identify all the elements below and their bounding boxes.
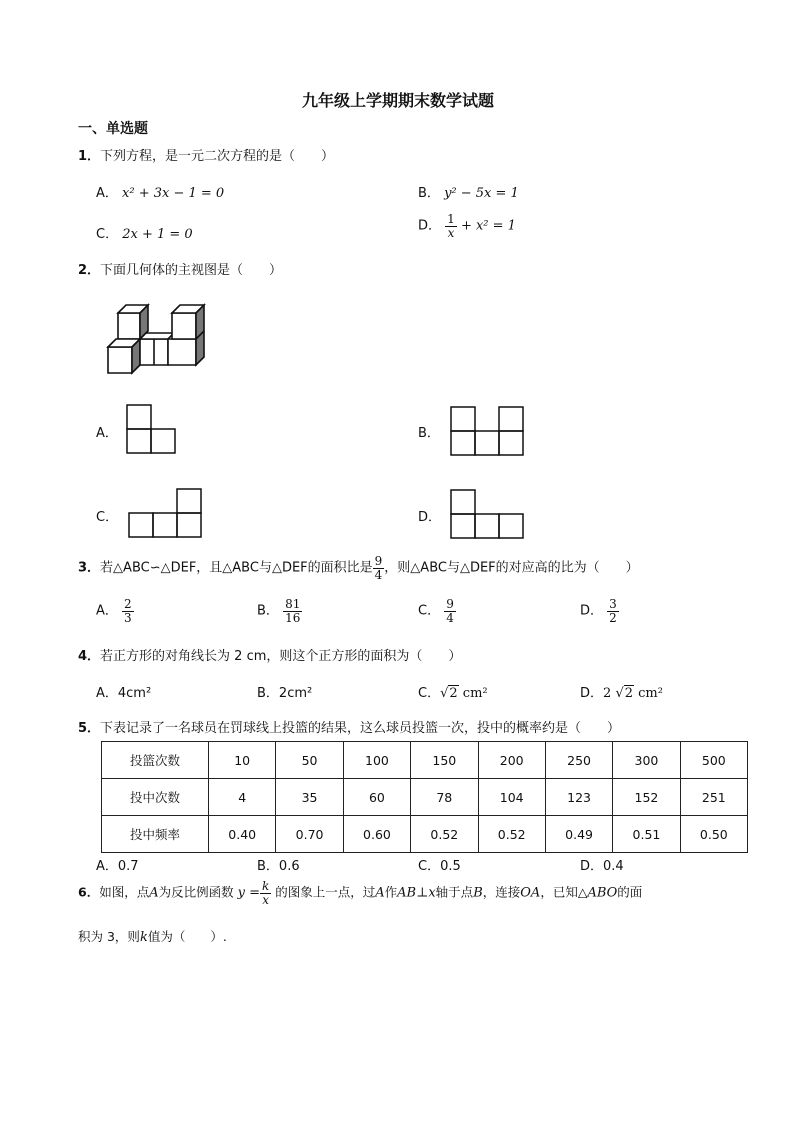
question-number: 2．	[78, 263, 101, 278]
question-6-line-2	[78, 927, 227, 945]
question-text: 作	[384, 884, 398, 900]
q4-option-a[interactable]: A．4cm²	[96, 686, 152, 701]
fraction	[260, 880, 271, 906]
option-label: D．	[580, 603, 604, 619]
question-text: 的图象上一点，过	[275, 884, 376, 900]
row-header: 投中次数	[102, 779, 209, 816]
fraction-numerator: 9	[374, 554, 383, 568]
fraction	[607, 598, 619, 624]
table-cell: 0.51	[613, 816, 680, 853]
table-cell: 150	[411, 742, 478, 779]
geometric-solid-figure	[104, 303, 208, 377]
question-number: 5．	[78, 721, 101, 736]
question-text: 积为 3，则	[78, 929, 140, 944]
table-cell: 500	[680, 742, 747, 779]
question-text: 轴于点	[435, 884, 474, 900]
q2-option-a-view[interactable]	[126, 404, 178, 454]
q2-option-c-label[interactable]: C．	[96, 510, 119, 525]
q1-option-b[interactable]	[418, 182, 519, 201]
table-cell: 152	[613, 779, 680, 816]
q2-option-b-view[interactable]	[450, 406, 526, 456]
table-cell: 251	[680, 779, 747, 816]
q5-option-b[interactable]: B．0.6	[257, 859, 300, 874]
shooting-results-table	[101, 741, 748, 853]
question-number: 3．	[78, 560, 101, 576]
question-text: ，连接	[482, 884, 521, 900]
row-header: 投中频率	[102, 816, 209, 853]
point-label: B	[473, 885, 483, 901]
question-text: 为反比例函数	[158, 884, 234, 900]
fraction-numerator: 81	[285, 597, 301, 611]
table-cell: 0.50	[680, 816, 747, 853]
fraction-numerator: 3	[609, 597, 617, 611]
fraction-numerator: 1	[447, 212, 455, 226]
q4-option-d[interactable]	[580, 682, 663, 701]
fraction-numerator: 9	[446, 597, 454, 611]
sqrt-expression: √2	[440, 686, 458, 701]
table-cell: 78	[411, 779, 478, 816]
question-5-stem	[78, 717, 620, 736]
page-title: 九年级上学期期末数学试题	[302, 91, 495, 110]
row-header: 投篮次数	[102, 742, 209, 779]
question-text: 下列方程，是一元二次方程的是（ ）	[100, 149, 335, 164]
table-cell: 0.70	[276, 816, 343, 853]
radicand: 2	[449, 686, 458, 701]
question-text: 若△ABC∽△DEF，且△ABC与△DEF的面积比是	[100, 560, 373, 576]
table-cell: 0.60	[343, 816, 410, 853]
option-equation: + x² = 1	[460, 218, 516, 234]
question-text: ，已知△	[540, 884, 588, 900]
q5-option-a[interactable]: A．0.7	[96, 859, 139, 874]
fraction-numerator: k	[261, 879, 270, 893]
table-cell: 250	[545, 742, 612, 779]
option-equation: x² + 3x − 1 = 0	[122, 186, 225, 201]
q3-option-d[interactable]	[580, 598, 619, 624]
q1-option-d[interactable]	[418, 213, 516, 239]
q3-option-c[interactable]	[418, 598, 456, 624]
question-number: 4．	[78, 649, 101, 664]
fraction	[283, 598, 302, 624]
table-cell: 60	[343, 779, 410, 816]
table-cell: 50	[276, 742, 343, 779]
option-label: C．	[96, 227, 119, 242]
table-cell: 4	[209, 779, 276, 816]
section-heading: 一、单选题	[78, 121, 148, 137]
question-text: 如图，点	[99, 884, 150, 900]
sqrt-expression: √2	[615, 686, 634, 701]
q3-option-a[interactable]	[96, 598, 134, 624]
option-label: C．	[418, 686, 441, 701]
table-cell: 10	[209, 742, 276, 779]
question-2-stem	[78, 259, 282, 278]
question-text: 下表记录了一名球员在罚球线上投篮的结果，这么球员投篮一次，投中的概率约是（ ）	[100, 721, 621, 736]
q2-option-d-label[interactable]: D．	[418, 510, 442, 525]
question-4-stem	[78, 645, 461, 664]
triangle-label: ABO	[587, 885, 618, 901]
option-label: C．	[418, 603, 441, 619]
q1-option-c[interactable]	[96, 223, 193, 242]
table-cell: 300	[613, 742, 680, 779]
table-row	[102, 779, 748, 816]
fraction-denominator: 16	[285, 610, 301, 625]
option-label: A．	[96, 186, 118, 201]
q2-option-a-label[interactable]: A．	[96, 426, 118, 441]
fraction-denominator: 2	[609, 610, 617, 625]
point-label: A	[149, 885, 159, 901]
table-cell: 200	[478, 742, 545, 779]
table-cell: 0.49	[545, 816, 612, 853]
coefficient: 2	[603, 686, 612, 701]
fraction-denominator: x	[262, 892, 270, 907]
table-row	[102, 816, 748, 853]
fraction-denominator: 4	[374, 567, 383, 582]
table-cell: 0.40	[209, 816, 276, 853]
fraction-numerator: 2	[124, 597, 132, 611]
q2-option-b-label[interactable]: B．	[418, 426, 440, 441]
fraction	[122, 598, 134, 624]
q5-option-c[interactable]: C．0.5	[418, 859, 461, 874]
question-text: ，则△ABC与△DEF的对应高的比为（ ）	[384, 560, 639, 576]
point-label: A	[375, 885, 385, 901]
table-cell: 0.52	[478, 816, 545, 853]
option-label: B．	[418, 186, 440, 201]
question-text: 值为（ ）.	[147, 929, 227, 944]
fraction-denominator: 4	[446, 610, 454, 625]
unit: cm²	[638, 686, 663, 701]
option-equation: y² − 5x = 1	[444, 186, 519, 201]
fraction-denominator: x	[447, 225, 455, 240]
q1-option-a[interactable]	[96, 182, 224, 201]
question-text: 若正方形的对角线长为 2 cm，则这个正方形的面积为（ ）	[100, 649, 462, 664]
table-cell: 100	[343, 742, 410, 779]
segment-label: OA	[520, 885, 541, 901]
fraction	[445, 213, 457, 239]
option-label: D．	[418, 218, 442, 234]
segment-label: AB⊥x	[397, 885, 436, 901]
q2-option-d-view[interactable]	[450, 489, 526, 541]
question-1-stem	[78, 145, 334, 164]
q5-option-d[interactable]: D．0.4	[580, 859, 624, 874]
q3-option-b[interactable]	[257, 598, 302, 624]
question-3-stem	[78, 555, 639, 581]
unit: cm²	[462, 686, 488, 701]
question-6-line-1	[78, 880, 642, 906]
variable-k: k	[139, 930, 148, 945]
fraction	[373, 555, 385, 581]
option-equation: 2x + 1 = 0	[122, 227, 193, 242]
option-label: B．	[257, 603, 279, 619]
table-cell: 0.52	[411, 816, 478, 853]
question-number: 1．	[78, 149, 101, 164]
table-cell: 104	[478, 779, 545, 816]
question-text: 的面	[617, 884, 643, 900]
radicand: 2	[624, 686, 634, 701]
option-label: A．	[96, 603, 118, 619]
q4-option-b[interactable]: B．2cm²	[257, 686, 313, 701]
table-cell: 123	[545, 779, 612, 816]
q2-option-c-view[interactable]	[128, 488, 204, 540]
question-number: 6．	[78, 884, 100, 900]
table-row	[102, 742, 748, 779]
table-cell: 35	[276, 779, 343, 816]
q4-option-c[interactable]	[418, 682, 488, 701]
fraction	[444, 598, 456, 624]
function-y: y =	[237, 885, 260, 901]
question-text: 下面几何体的主视图是（ ）	[100, 263, 283, 278]
fraction-denominator: 3	[124, 610, 132, 625]
option-label: D．	[580, 686, 604, 701]
